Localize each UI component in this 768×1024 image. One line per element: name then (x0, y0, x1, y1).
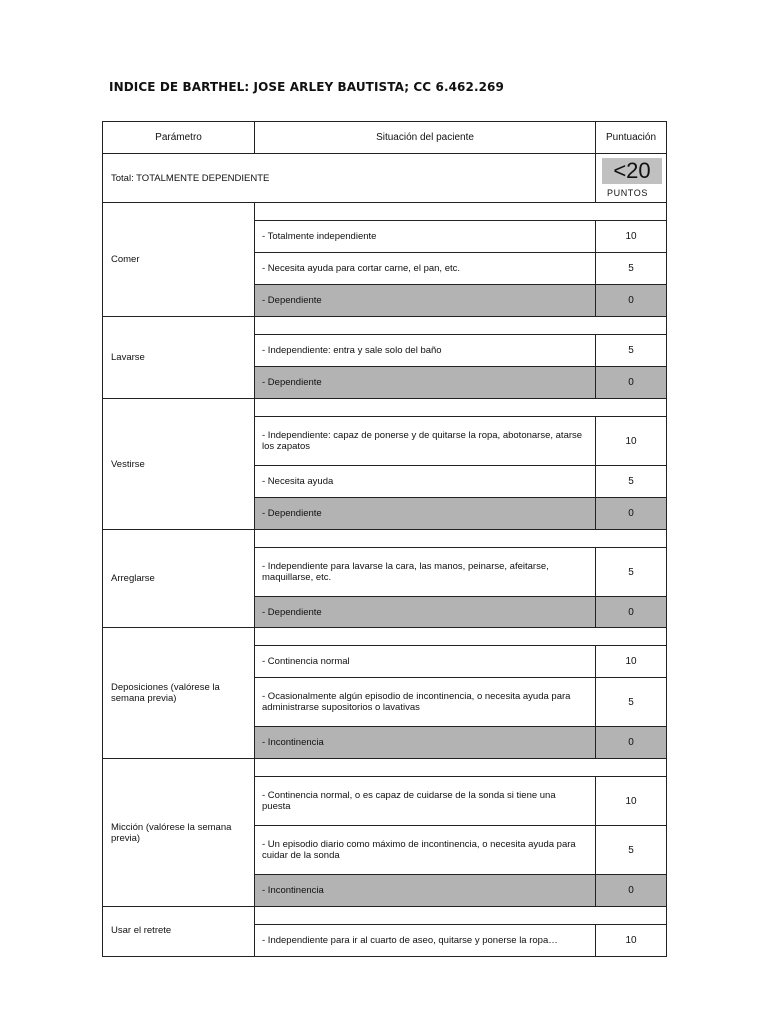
total-score-value: <20 (602, 158, 662, 184)
situation-text: - Continencia normal, o es capaz de cuidarse de la sonda si tiene una puesta (254, 776, 596, 826)
situation-text: - Dependiente (254, 596, 596, 628)
section-spacer (254, 316, 667, 335)
score-value: 0 (595, 284, 667, 317)
situation-text: - Independiente: capaz de ponerse y de quitarse la ropa, abotonarse, atarse los zapatos (254, 416, 596, 466)
score-value: 5 (595, 677, 667, 727)
score-value: 0 (595, 874, 667, 907)
score-value: 0 (595, 726, 667, 759)
total-score-cell (595, 153, 667, 203)
situation-text: - Continencia normal (254, 645, 596, 678)
situation-text: - Necesita ayuda (254, 465, 596, 498)
score-value: 0 (595, 596, 667, 628)
situation-text: - Ocasionalmente algún episodio de incontinencia, o necesita ayuda para administrarse supositorios o lavativas (254, 677, 596, 727)
section-spacer (254, 627, 667, 646)
header-score: Puntuación (595, 121, 667, 154)
situation-text: - Independiente: entra y sale solo del baño (254, 334, 596, 367)
param-comer: Comer (102, 202, 255, 317)
situation-text: - Un episodio diario como máximo de incontinencia, o necesita ayuda para cuidar de la sonda (254, 825, 596, 875)
score-value: 10 (595, 776, 667, 826)
param-arreglarse: Arreglarse (102, 529, 255, 628)
situation-text: - Incontinencia (254, 874, 596, 907)
situation-text: - Incontinencia (254, 726, 596, 759)
section-spacer (254, 202, 667, 221)
param-miccion: Micción (valórese la semana previa) (102, 758, 255, 907)
score-value: 0 (595, 366, 667, 399)
situation-text: - Dependiente (254, 284, 596, 317)
param-vestirse: Vestirse (102, 398, 255, 530)
score-value: 5 (595, 334, 667, 367)
header-situation: Situación del paciente (254, 121, 596, 154)
score-value: 10 (595, 416, 667, 466)
section-spacer (254, 529, 667, 548)
situation-text: - Independiente para lavarse la cara, las manos, peinarse, afeitarse, maquillarse, etc. (254, 547, 596, 597)
situation-text: - Dependiente (254, 366, 596, 399)
total-label: Total: TOTALMENTE DEPENDIENTE (102, 153, 596, 203)
score-value: 5 (595, 825, 667, 875)
score-value: 0 (595, 497, 667, 530)
score-value: 5 (595, 252, 667, 285)
document-title: INDICE DE BARTHEL: JOSE ARLEY BAUTISTA; CC 6.462.269 (109, 80, 504, 94)
param-retrete: Usar el retrete (102, 906, 255, 957)
section-spacer (254, 906, 667, 925)
barthel-table (102, 121, 667, 957)
situation-text: - Necesita ayuda para cortar carne, el pan, etc. (254, 252, 596, 285)
param-deposiciones: Deposiciones (valórese la semana previa) (102, 627, 255, 759)
score-value: 5 (595, 465, 667, 498)
situation-text: - Dependiente (254, 497, 596, 530)
score-value: 5 (595, 547, 667, 597)
header-param: Parámetro (102, 121, 255, 154)
score-value: 10 (595, 645, 667, 678)
situation-text: - Totalmente independiente (254, 220, 596, 253)
situation-text: - Independiente para ir al cuarto de aseo, quitarse y ponerse la ropa… (254, 924, 596, 957)
section-spacer (254, 758, 667, 777)
score-value: 10 (595, 924, 667, 957)
score-value: 10 (595, 220, 667, 253)
param-lavarse: Lavarse (102, 316, 255, 399)
total-score-unit: PUNTOS (607, 188, 648, 198)
section-spacer (254, 398, 667, 417)
